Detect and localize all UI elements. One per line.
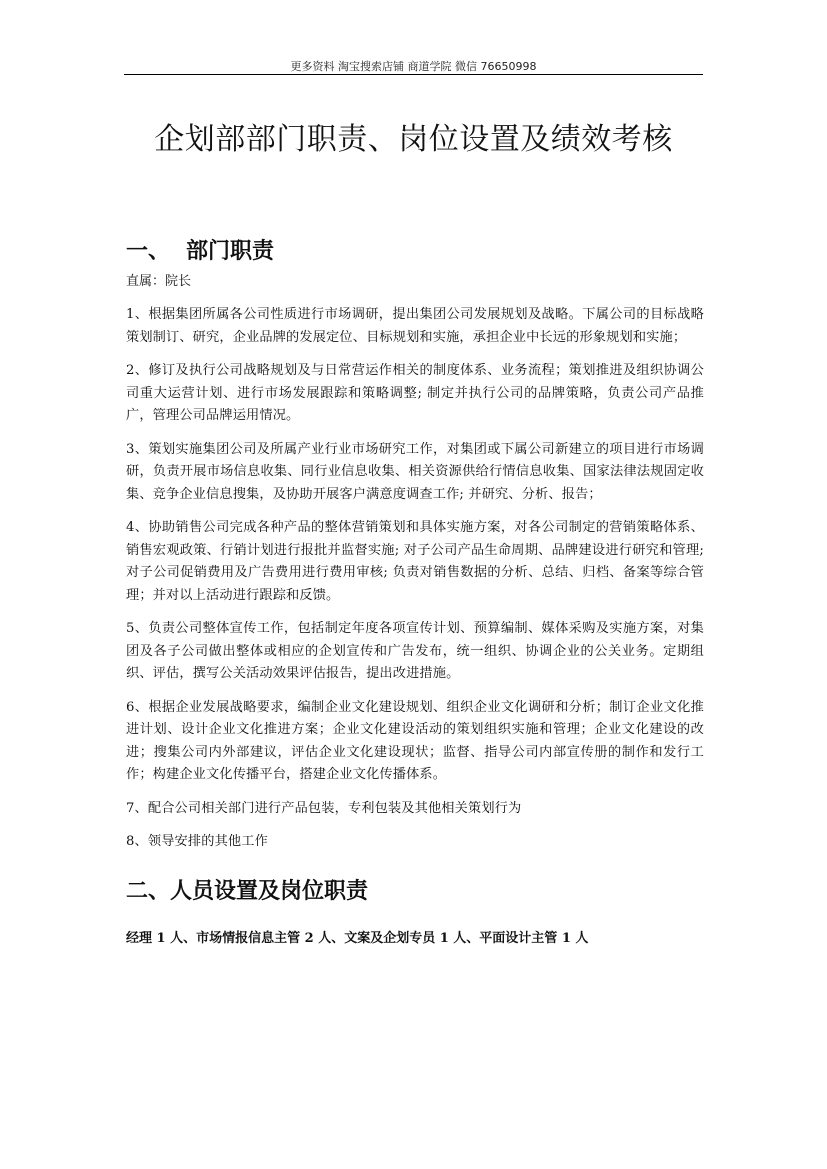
staffing-summary: 经理 1 人、市场情报信息主管 2 人、文案及企划专员 1 人、平面设计主管 1 人 [126, 930, 589, 946]
duty-item-4: 4、协助销售公司完成各种产品的整体营销策划和具体实施方案，对各公司制定的营销策略体系、销售宏观政策、行销计划进行报批并监督实施; 对子公司产品生命周期、品牌建设进行研究和管理; 对子公司促销费用及广告费用进行费用审核; 负责对销售数据的分析、总结、归档、备案等综合管理；并对以上活动进行跟踪和反馈。 [126, 520, 704, 603]
duty-item-7: 7、配合公司相关部门进行产品包装，专利包装及其他相关策划行为 [126, 800, 522, 816]
document-body [126, 236, 704, 950]
duty-item-6: 6、根据企业发展战略要求，编制企业文化建设规划、组织企业文化调研和分析；制订企业文化推进计划、设计企业文化推进方案；企业文化建设活动的策划组织实施和管理；企业文化建设的改进；搜集公司内外部建议，评估企业文化建设现状；监督、指导公司内部宣传册的制作和发行工作；构建企业文化传播平台，搭建企业文化传播体系。 [126, 699, 704, 782]
duty-item-2: 2、修订及执行公司战略规划及与日常营运作相关的制度体系、业务流程；策划推进及组织协调公司重大运营计划、进行市场发展跟踪和策略调整; 制定并执行公司的品牌策略，负责公司产品推广，管理公司品牌运用情况。 [126, 363, 704, 423]
document-title: 企划部部门职责、岗位设置及绩效考核 [154, 122, 673, 157]
section-heading-duties [126, 236, 704, 268]
reports-to: 直属：院长 [126, 274, 192, 289]
section-number: 一、 [126, 239, 171, 264]
section-heading-staffing: 二、人员设置及岗位职责 [126, 878, 369, 904]
page-header: 更多资料 淘宝搜索店铺 商道学院 微信 76650998 [290, 60, 537, 73]
duty-item-8: 8、领导安排的其他工作 [126, 834, 268, 849]
section-title: 部门职责 [186, 239, 275, 264]
duty-item-5: 5、负责公司整体宣传工作，包括制定年度各项宣传计划、预算编制、媒体采购及实施方案，对集团及各子公司做出整体或相应的企划宣传和广告发布，统一组织、协调企业的公关业务。定期组织、评估，撰写公关活动效果评估报告，提出改进措施。 [126, 621, 704, 681]
duty-item-1: 1、根据集团所属各公司性质进行市场调研，提出集团公司发展规划及战略。下属公司的目标战略策划制订、研究，企业品牌的发展定位、目标规划和实施，承担企业中长远的形象规划和实施； [126, 307, 704, 345]
duty-item-3: 3、策划实施集团公司及所属产业行业市场研究工作，对集团或下属公司新建立的项目进行市场调研，负责开展市场信息收集、同行业信息收集、相关资源供给行情信息收集、国家法律法规固定收集、竞争企业信息搜集，及协助开展客户满意度调查工作; 并研究、分析、报告； [126, 441, 704, 502]
header-divider [124, 74, 703, 75]
